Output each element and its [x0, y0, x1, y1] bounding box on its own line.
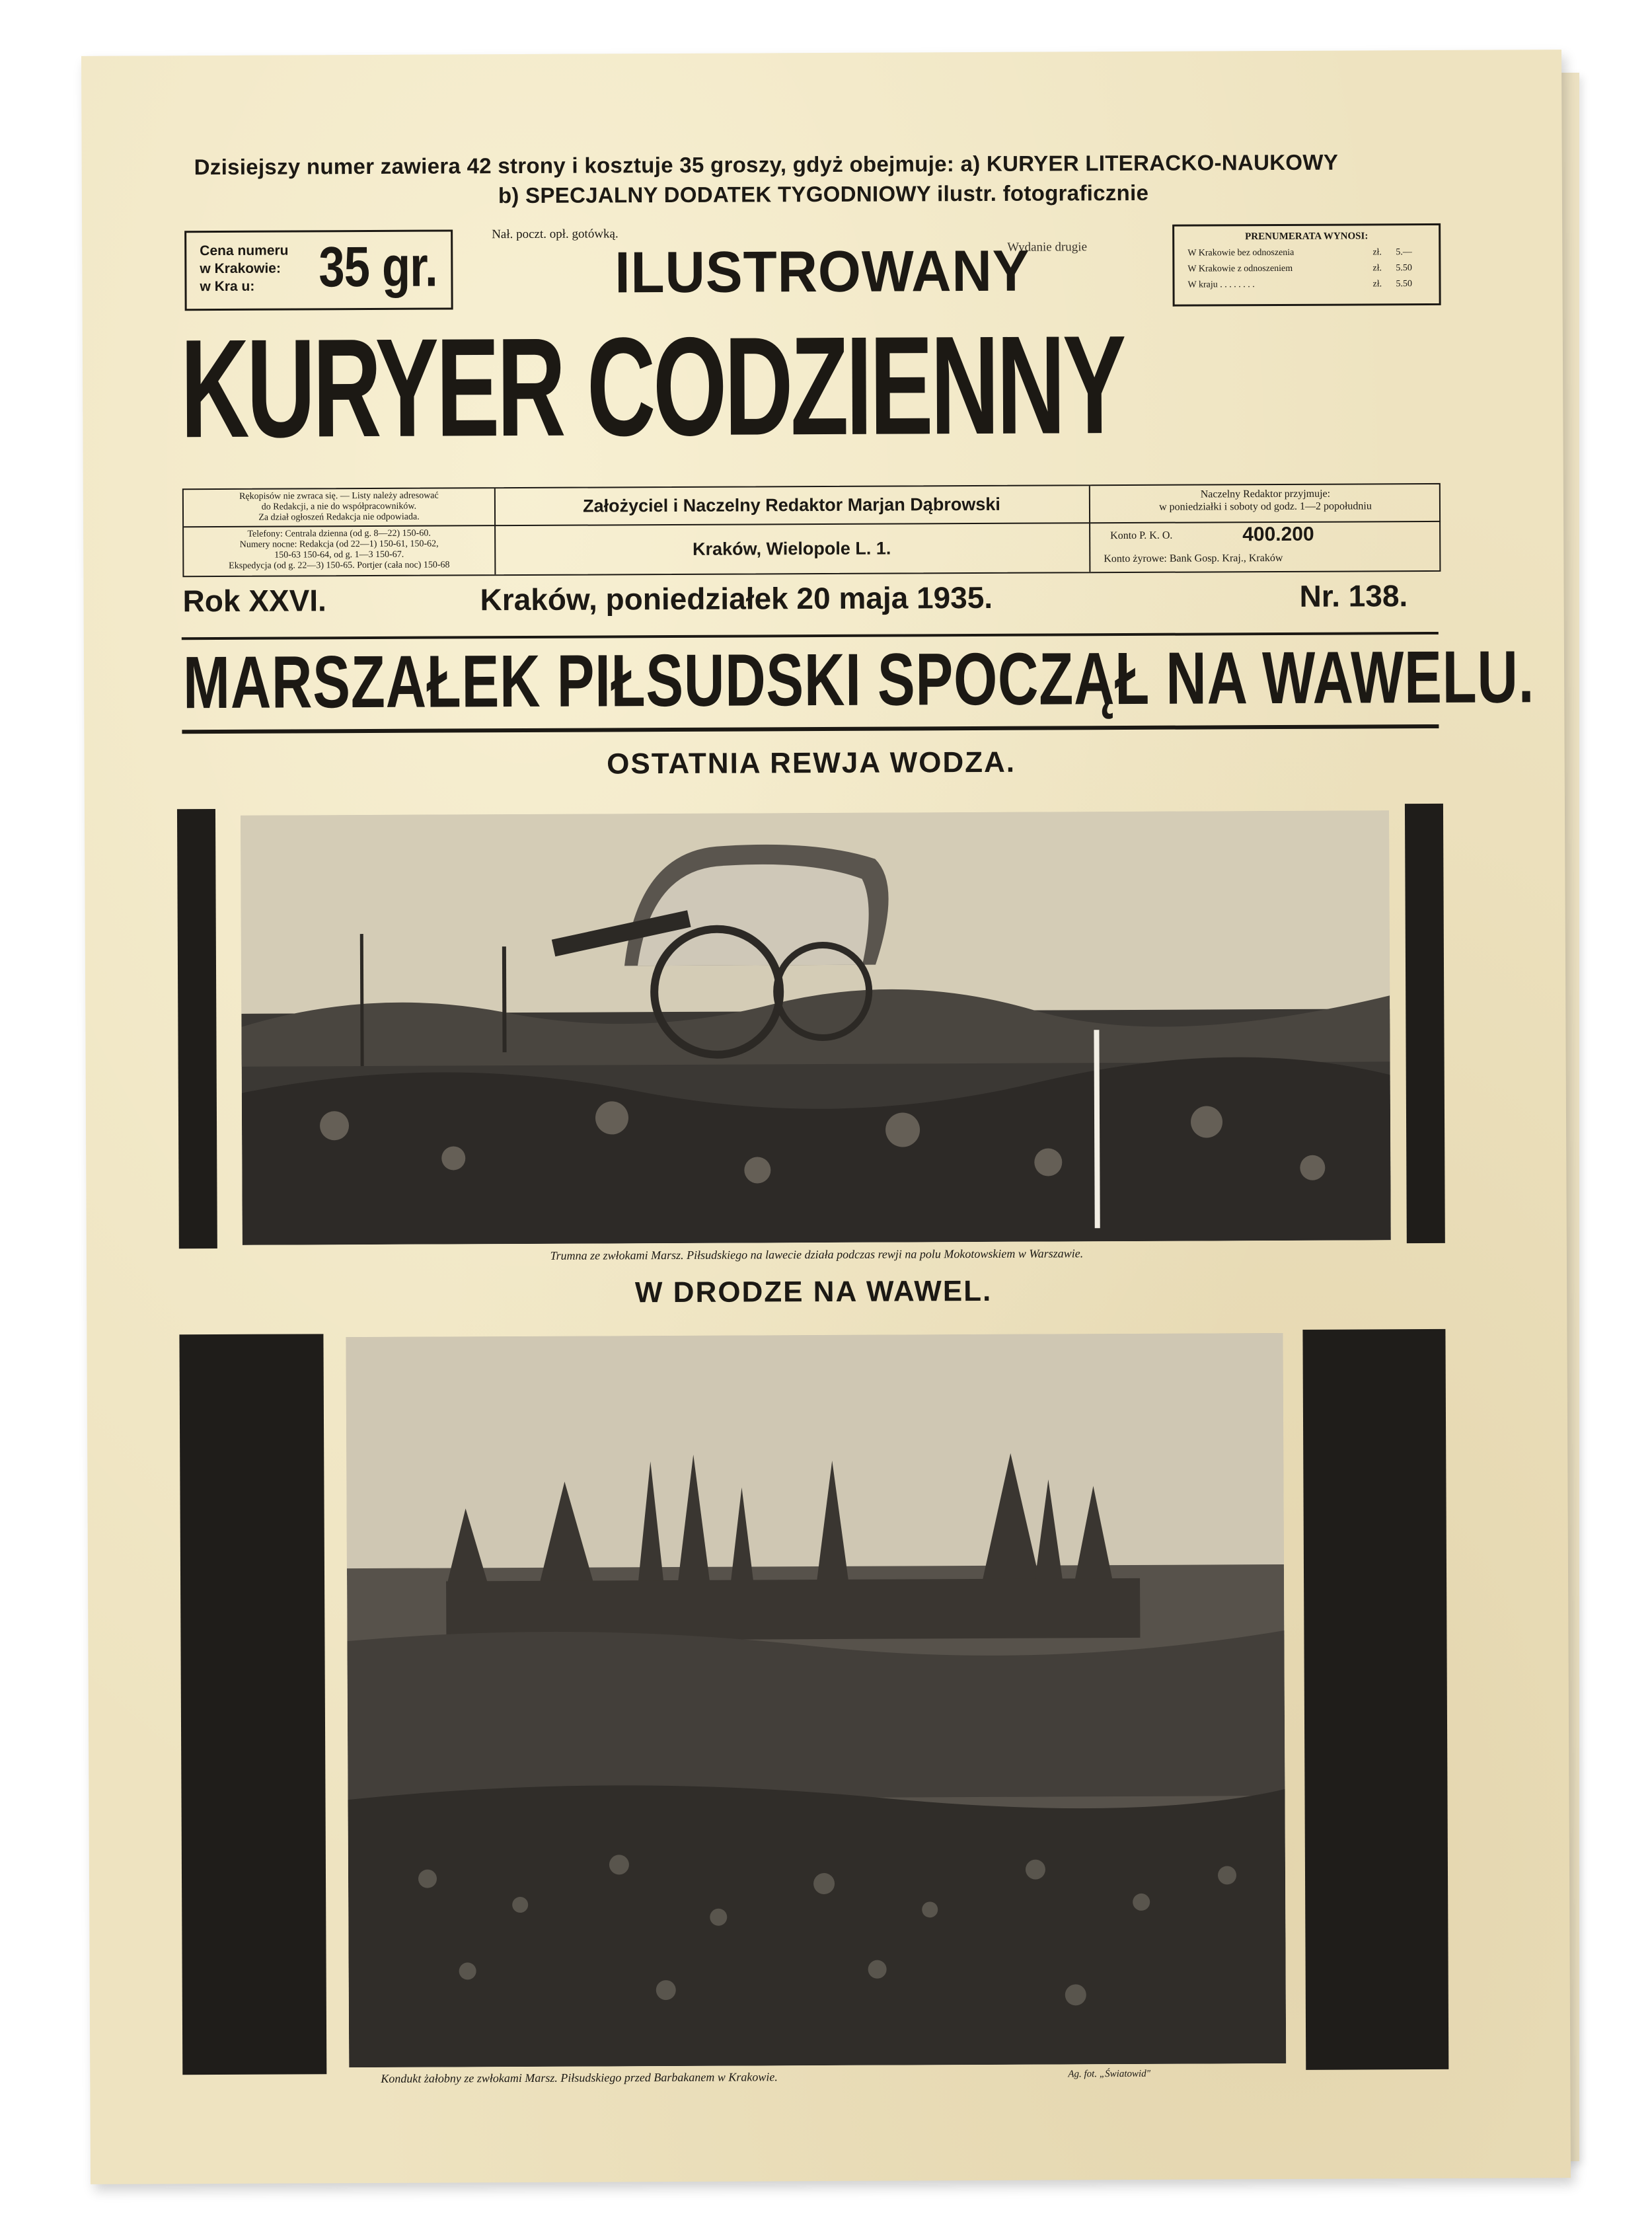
- barbican-illustration: [346, 1333, 1286, 2067]
- volume-year: Rok XXVI.: [182, 583, 326, 619]
- subscription-box: [1172, 223, 1441, 307]
- mourning-bar-right-2: [1302, 1329, 1448, 2070]
- info-bar: [182, 483, 1441, 577]
- newspaper-page: [81, 50, 1571, 2184]
- subscription-row: [1187, 279, 1432, 295]
- info-left-line: Telefony: Centrala dzienna (od g. 8—22) 150-60.: [247, 528, 431, 539]
- info-left-line: do Redakcji, a nie do współpracowników.: [261, 501, 417, 512]
- subscription-row-amount: 5.50: [1396, 263, 1412, 274]
- main-headline: MARSZAŁEK PIŁSUDSKI SPOCZĄŁ NA WAWELU.: [182, 635, 1535, 724]
- masthead-subtitle: ILUSTROWANY: [615, 237, 1030, 305]
- issue-number: Nr. 138.: [1299, 578, 1408, 613]
- subscription-row-label: W Krakowie z odnoszeniem: [1187, 263, 1293, 274]
- info-left-line: 150-63 150-64, od g. 1—3 150-67.: [274, 549, 404, 560]
- caption-review: Trumna ze zwłokami Marsz. Piłsudskiego na lawecie działa podczas rewji na polu Mokotowskiem w Warszawie.: [550, 1246, 1084, 1262]
- gun-carriage-illustration: [241, 810, 1391, 1245]
- price-label-1: Cena numeru: [200, 243, 289, 259]
- subscription-row-currency: zł.: [1372, 263, 1382, 274]
- photo-credit: Ag. fot. „Światowid": [1068, 2068, 1151, 2080]
- pko-label: Konto P. K. O.: [1110, 529, 1173, 542]
- mourning-bar-left: [177, 809, 217, 1248]
- subscription-row: [1187, 263, 1432, 279]
- mourning-bar-left-2: [179, 1334, 326, 2075]
- subscription-row-amount: 5.50: [1396, 279, 1413, 289]
- price-box: [184, 229, 453, 311]
- info-right-cell: [1089, 484, 1441, 572]
- section-title-review: OSTATNIA REWJA WODZA.: [607, 746, 1016, 781]
- subscription-row: [1187, 247, 1432, 263]
- info-right-line: w poniedziałki i soboty od godz. 1—2 popołudniu: [1159, 500, 1372, 513]
- edition-label: Wydanie drugie: [1007, 240, 1088, 254]
- photo-gun-carriage: [241, 810, 1391, 1245]
- info-left-line: Numery nocne: Redakcja (od 22—1) 150-61, 150-62,: [239, 539, 439, 550]
- subscription-row-label: W Krakowie bez odnoszenia: [1187, 247, 1295, 258]
- price-value: 35 gr.: [319, 235, 437, 299]
- photo-barbican-procession: [346, 1333, 1286, 2067]
- subscription-row-currency: zł.: [1372, 247, 1382, 258]
- postal-note: Nał. poczt. opł. gotówką.: [492, 227, 619, 242]
- pko-value: 400.200: [1242, 523, 1314, 546]
- headline-rule-bottom: [182, 724, 1439, 734]
- mourning-bar-right: [1405, 804, 1445, 1243]
- price-label-2: w Krakowie:: [200, 260, 281, 277]
- info-left-cell: [184, 488, 496, 576]
- issue-notice-line2: b) SPECJALNY DODATEK TYGODNIOWY ilustr. fotograficznie: [498, 180, 1149, 208]
- giro-account: Konto żyrowe: Bank Gosp. Kraj., Kraków: [1104, 552, 1283, 565]
- info-left-line: Ekspedycja (od g. 22—3) 150-65. Portjer (cała noc) 150-68: [229, 560, 450, 571]
- info-right-line: Naczelny Redaktor przyjmuje:: [1200, 488, 1331, 500]
- section-title-wawel: W DRODZE NA WAWEL.: [634, 1274, 993, 1309]
- issue-notice-line1: Dzisiejszy numer zawiera 42 strony i kosztuje 35 groszy, gdyż obejmuje: a) KURYER LITERACKO-NAUKOWY: [194, 149, 1339, 180]
- info-left-line: Rękopisów nie zwraca się. — Listy należy adresować: [239, 490, 439, 502]
- info-left-line: Za dział ogłoszeń Redakcja nie odpowiada.: [258, 512, 420, 523]
- issue-date: Kraków, poniedziałek 20 maja 1935.: [480, 580, 993, 617]
- info-founder: Założyciel i Naczelny Redaktor Marjan Dąbrowski: [494, 486, 1089, 526]
- subscription-title: PRENUMERATA WYNOSI:: [1245, 231, 1369, 243]
- masthead-title: KURYER CODZIENNY: [180, 306, 1124, 467]
- subscription-row-currency: zł.: [1372, 279, 1382, 289]
- caption-wawel: Kondukt żałobny ze zwłokami Marsz. Piłsudskiego przed Barbakanem w Krakowie.: [381, 2070, 778, 2085]
- subscription-row-label: W kraju . . . . . . . .: [1187, 280, 1255, 290]
- info-divider: [184, 525, 494, 527]
- subscription-row-amount: 5.—: [1396, 247, 1412, 258]
- info-address: Kraków, Wielopole L. 1.: [693, 538, 891, 559]
- price-label-3: w Kra u:: [200, 278, 255, 295]
